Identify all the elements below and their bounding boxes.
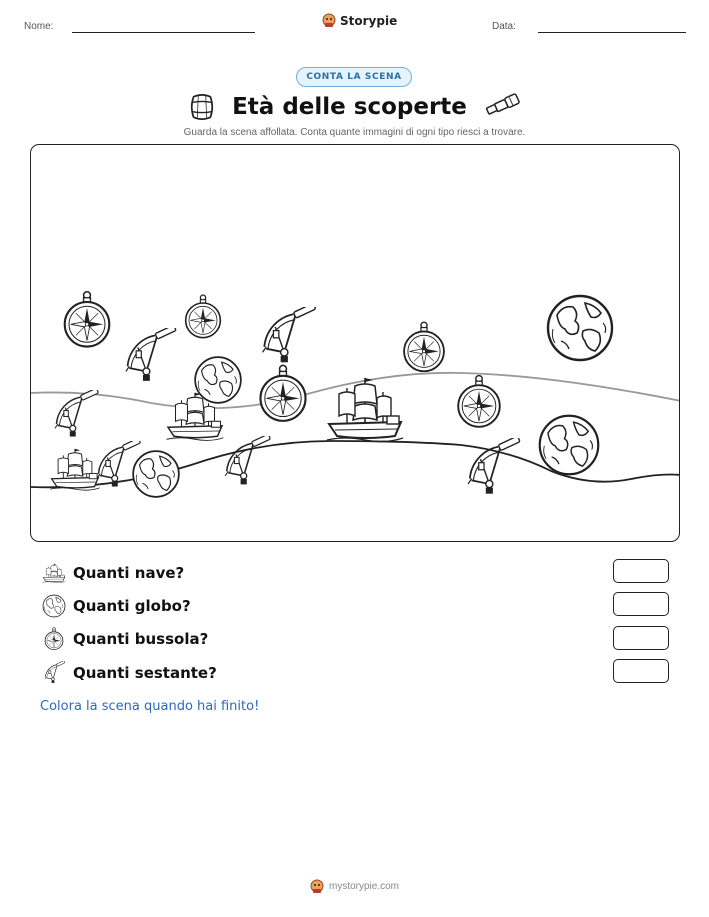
compass-icon: [458, 376, 500, 427]
compass-icon: [42, 627, 66, 651]
compass-icon: [260, 365, 305, 420]
globe-icon: [540, 416, 599, 475]
answer-box-globe[interactable]: [613, 592, 669, 616]
question-compass: [42, 627, 208, 651]
sextant-icon: [126, 325, 176, 381]
question-text: Quanti nave?: [73, 564, 185, 582]
footer: [0, 879, 709, 894]
title-row: [0, 90, 709, 124]
globe-icon: [548, 296, 612, 360]
compass-icon: [404, 322, 444, 371]
section-tag: CONTA LA SCENA: [296, 67, 412, 87]
brand-name: Storypie: [340, 13, 398, 28]
sextant-icon: [225, 434, 270, 484]
sextant-icon: [42, 661, 66, 685]
storypie-mascot-icon: [322, 13, 336, 28]
brand-logo: [322, 13, 397, 28]
sextant-icon: [55, 388, 99, 436]
question-globe: [42, 594, 191, 618]
compass-icon: [65, 292, 110, 347]
instructions: Guarda la scena affollata. Conta quante immagini di ogni tipo riesci a trovare.: [183, 127, 526, 138]
name-line[interactable]: [72, 32, 255, 33]
globe-icon: [195, 357, 241, 403]
question-sextant: [42, 661, 217, 685]
answer-box-ship[interactable]: [613, 559, 669, 583]
globe-icon: [42, 594, 66, 618]
date-label: Data:: [492, 21, 516, 32]
question-ship: [42, 561, 184, 585]
sextant-icon: [263, 303, 316, 362]
question-text: Quanti sestante?: [73, 664, 217, 682]
ship-icon: [42, 561, 66, 585]
answer-box-compass[interactable]: [613, 626, 669, 650]
coloring-note: Colora la scena quando hai finito!: [40, 699, 260, 714]
sextant-icon: [468, 436, 520, 494]
question-text: Quanti globo?: [73, 597, 191, 615]
scene-illustration: [31, 145, 680, 542]
answer-box-sextant[interactable]: [613, 659, 669, 683]
question-text: Quanti bussola?: [73, 630, 209, 648]
seek-and-find-scene: [30, 144, 680, 542]
telescope-icon: [483, 93, 521, 121]
ship-icon: [50, 449, 99, 490]
page-title: Età delle scoperte: [232, 94, 467, 120]
name-label: Nome:: [24, 21, 54, 32]
ship-icon: [327, 378, 403, 442]
compass-icon: [186, 295, 221, 338]
storypie-mascot-icon: [310, 879, 324, 894]
globe-icon: [133, 451, 179, 497]
date-line[interactable]: [538, 32, 686, 33]
barrel-icon: [188, 93, 216, 121]
footer-url[interactable]: mystorypie.com: [328, 881, 399, 892]
